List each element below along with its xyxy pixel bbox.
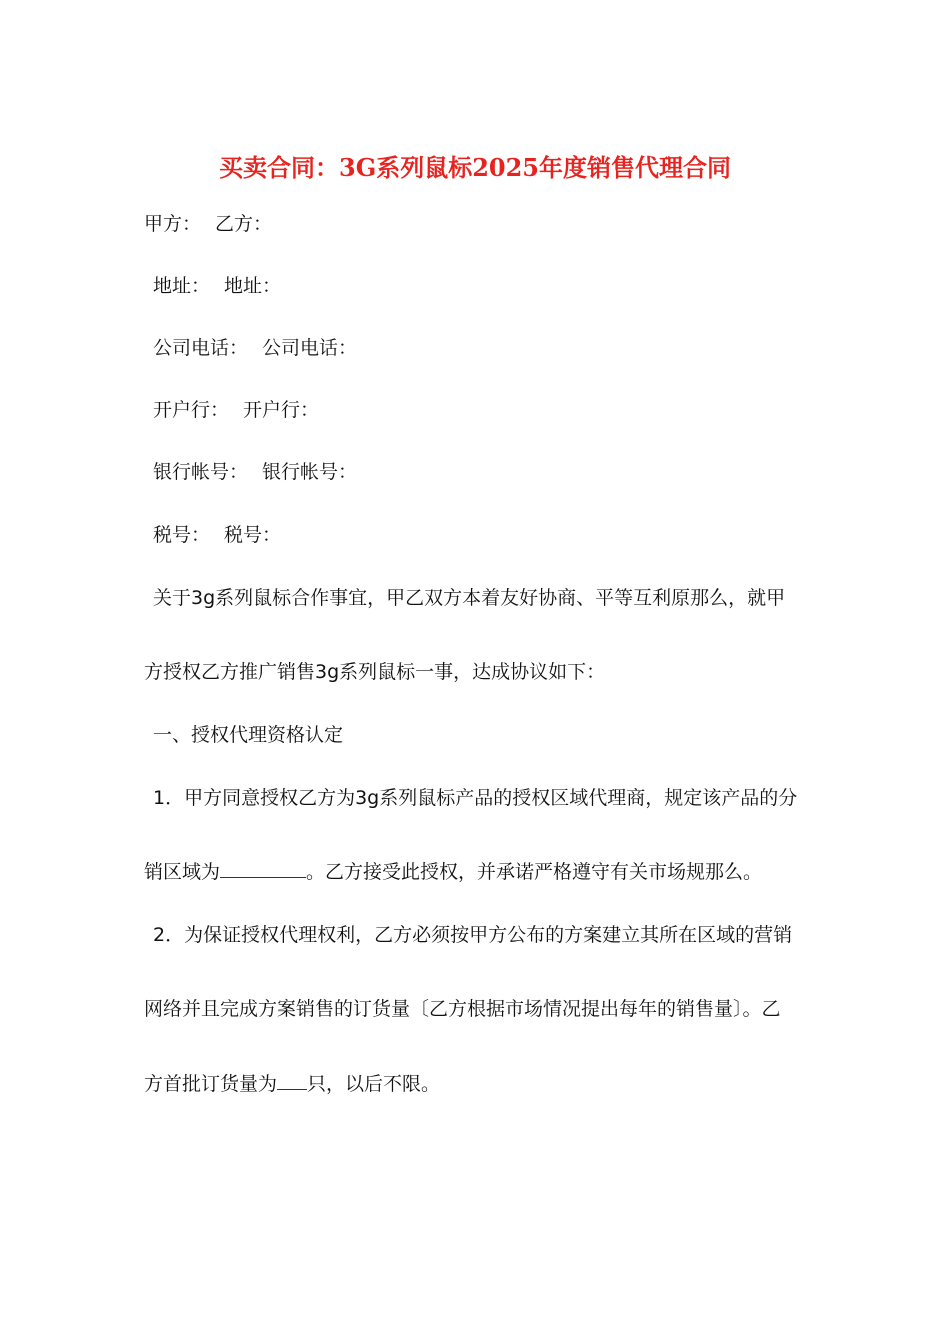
address-row — [153, 271, 281, 301]
address-b-label: 地址： — [224, 275, 282, 297]
clause-1-line-2 — [144, 857, 762, 887]
tax-b-label: 税号： — [224, 524, 282, 546]
clause-2-line-1: 2．为保证授权代理权利，乙方必须按甲方公布的方案建立其所在区域的营销 — [153, 924, 793, 946]
contract-title: 买卖合同：3G系列鼠标2025年度销售代理合同 — [219, 153, 731, 182]
bank-row — [153, 395, 319, 425]
quantity-blank — [277, 1071, 307, 1090]
clause-1-text-pre: 销区域为 — [144, 861, 221, 883]
address-a-label: 地址： — [153, 275, 211, 297]
section-heading: 一、授权代理资格认定 — [153, 724, 344, 746]
phone-b-label: 公司电话： — [262, 337, 358, 359]
clause-2-line-2: 网络并且完成方案销售的订货量〔乙方根据市场情况提出每年的销售量〕。乙 — [144, 998, 781, 1020]
intro-paragraph-line-2: 方授权乙方推广销售3g系列鼠标一事，达成协议如下： — [144, 661, 606, 683]
clause-1-line-1: 1．甲方同意授权乙方为3g系列鼠标产品的授权区域代理商，规定该产品的分 — [153, 787, 798, 809]
clause-1-text-post: 。乙方接受此授权，并承诺严格遵守有关市场规那么。 — [306, 861, 763, 883]
tax-a-label: 税号： — [153, 524, 211, 546]
phone-row — [153, 333, 357, 363]
account-b-label: 银行帐号： — [262, 461, 358, 483]
phone-a-label: 公司电话： — [153, 337, 249, 359]
bank-b-label: 开户行： — [243, 399, 320, 421]
intro-paragraph-line-1: 关于3g系列鼠标合作事宜，甲乙双方本着友好协商、平等互利原那么，就甲 — [153, 587, 786, 609]
bank-a-label: 开户行： — [153, 399, 230, 421]
clause-2-text-pre: 方首批订货量为 — [144, 1073, 278, 1095]
account-row — [153, 457, 357, 487]
account-a-label: 银行帐号： — [153, 461, 249, 483]
clause-2-text-post: 只，以后不限。 — [307, 1073, 441, 1095]
party-b-label: 乙方： — [215, 213, 273, 235]
party-row — [144, 209, 272, 239]
party-a-label: 甲方： — [144, 213, 202, 235]
clause-2-line-3 — [144, 1069, 440, 1099]
region-blank — [220, 859, 306, 878]
tax-row — [153, 520, 281, 550]
